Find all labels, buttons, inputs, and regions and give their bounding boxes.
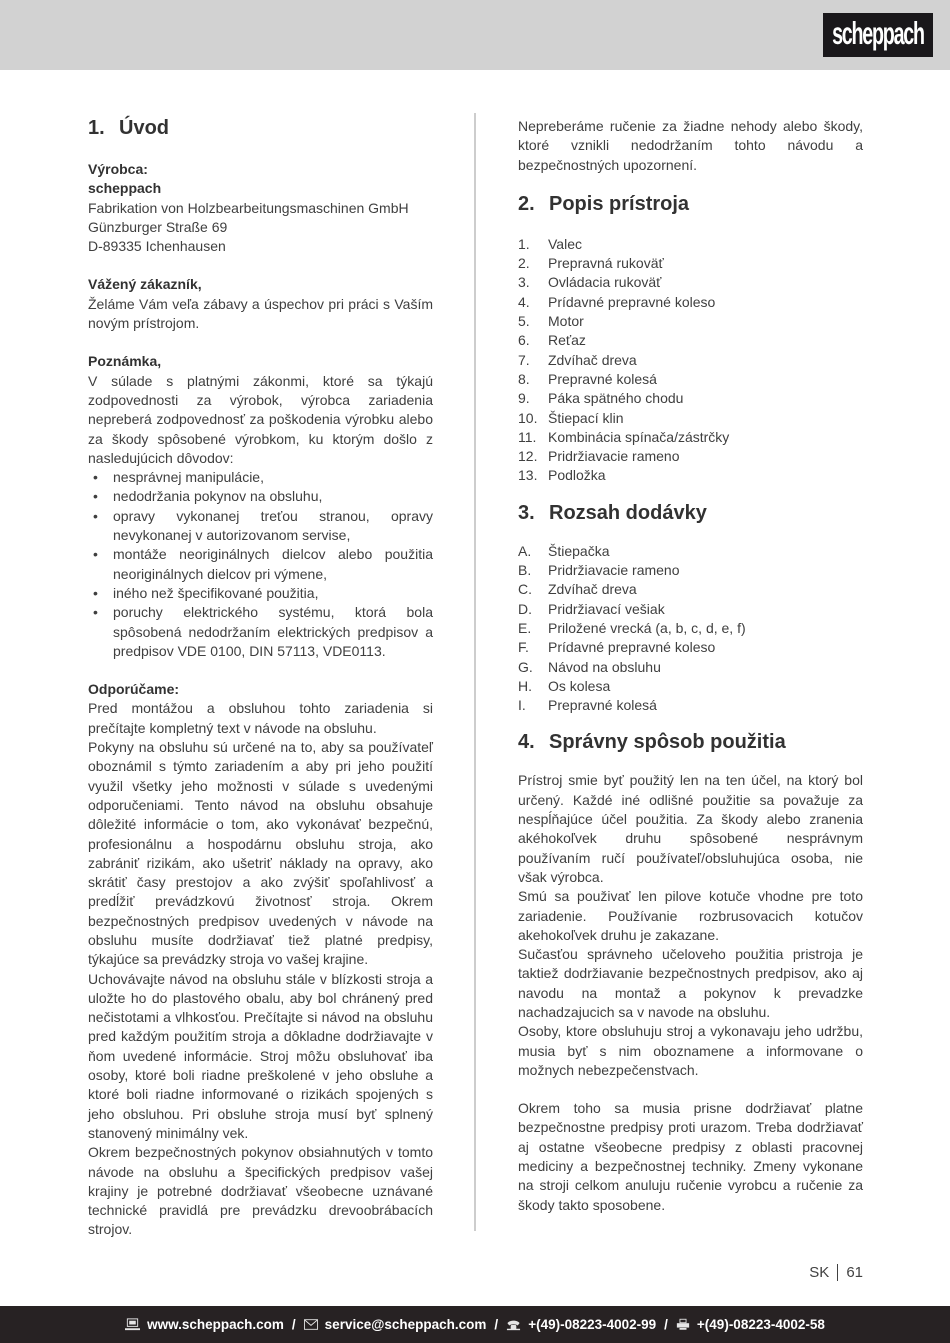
- header-band: [0, 0, 950, 70]
- list-item: [518, 696, 863, 715]
- item-text: Prídavné prepravné koleso: [548, 293, 716, 310]
- page-number-value: 61: [846, 1263, 863, 1281]
- list-item: [518, 428, 863, 447]
- manufacturer-address-line: Fabrikation von Holzbearbeitungsmaschinen GmbH: [88, 199, 409, 216]
- page-number: [518, 1261, 863, 1283]
- item-letter: E.: [518, 619, 532, 636]
- page-number-separator: [837, 1264, 838, 1281]
- item-text: Štiepačka: [548, 542, 610, 559]
- spacer: [88, 333, 433, 352]
- bullet-marker: •: [93, 584, 98, 601]
- item-number: 2.: [518, 255, 530, 272]
- item-number: 8.: [518, 370, 530, 387]
- list-item: [518, 600, 863, 619]
- column-divider: [474, 113, 476, 1231]
- manufacturer-label: Výrobca:: [88, 161, 148, 177]
- dear-customer-text: Želáme Vám veľa zábavy a úspechov pri práci s Vaším novým prístrojom.: [88, 295, 433, 332]
- item-letter: F.: [518, 639, 529, 656]
- item-text: Štiepací klin: [548, 409, 624, 426]
- list-item: [518, 409, 863, 428]
- fax-icon: [676, 1318, 690, 1331]
- section-number: 2.: [518, 192, 535, 215]
- note-intro: V súlade s platnými zákonmi, ktoré sa týkajú zodpovednosti za výrobok, výrobca zariadenia nepreberá zodpovednosť za poškodenia výrobku alebo za škody spôsobené výrobkom, ku ktorým došlo z nasledujúcich dôvodov:: [88, 372, 433, 466]
- footer-email-text: service@scheppach.com: [324, 1317, 487, 1332]
- footer-fax-text: +(49)-08223-4002-58: [696, 1317, 825, 1332]
- item-text: Prepravné kolesá: [548, 370, 657, 387]
- item-letter: B.: [518, 562, 532, 579]
- telephone-icon: [506, 1319, 521, 1331]
- list-item: [518, 312, 863, 331]
- paragraph: Pokyny na obsluhu sú určené na to, aby sa používateľ oboznámil s týmto zariadením a aby pri jeho použití využil všetky jeho možnosti v súlade s uvedenými odporučeniami. Tento návod na obsluhu obsahuje dôležité informácie o tom, ako vykonávať bezpečnú, profesionálnu a hospodárnu obsluhu stroja, ako zabrániť rizikám, ako ušetriť náklady na opravy, ako skrátiť časy prestojov a ako zvýšiť spoľahlivosť a predĺžiť prevádzkovú životnosť stroja. Okrem bezpečnostných predpisov uvedených v návode na obsluhu musíte dodržiavať tiež platné predpisy, týkajúce sa prevádzky stroja vo vašej krajine.: [88, 739, 433, 968]
- list-item: [518, 542, 863, 561]
- list-item: [88, 545, 433, 584]
- item-text: Pridržiavacie rameno: [548, 448, 680, 465]
- footer-website: [125, 1317, 284, 1332]
- section-number: 1.: [88, 117, 105, 139]
- paragraph: Okrem bezpečnostných pokynov obsiahnutých v tomto návode na obsluhu a špecifických predpisov vašej krajiny je potrebné dodržiavať všeobecne uznávané technické pravidlá pre prevádzku drevoobrábacích strojov.: [88, 1144, 433, 1238]
- item-text: Páka spätného chodu: [548, 390, 684, 407]
- spacer: [88, 661, 433, 680]
- list-item: [518, 389, 863, 408]
- paragraph: Okrem toho sa musia prisne dodržiavať platne bezpečnostne predpisy proti urazom. Treba dodržiavať aj ostatne všeobecne predpisy z oblasti pracovnej mediciny a bezpečnostnej techniky. Zmeny vykonane na stroji celkom anuluju ručenie vyrobcu a ručenie za škody takto sposobene.: [518, 1100, 863, 1213]
- bullet-text: nedodržania pokynov na obsluhu,: [113, 488, 323, 505]
- item-text: Motor: [548, 313, 584, 330]
- item-text: Pridržiavací vešiak: [548, 600, 665, 617]
- item-number: 10.: [518, 409, 538, 426]
- bullet-text: opravy vykonanej treťou stranou, opravy nevykonanej v autorizovanom servise,: [113, 507, 433, 544]
- right-column: [518, 117, 863, 1215]
- manufacturer-address-line: Günzburger Straße 69: [88, 218, 228, 235]
- section-title: Popis prístroja: [549, 192, 690, 215]
- item-text: Prídavné prepravné koleso: [548, 639, 716, 656]
- list-item: [518, 466, 863, 485]
- footer-fax: [676, 1317, 825, 1332]
- item-number: 7.: [518, 351, 530, 368]
- list-item: [518, 638, 863, 657]
- item-text: Návod na obsluhu: [548, 658, 661, 675]
- bullet-text: montáže neoriginálnych dielcov alebo použitia neoriginálnych dielcov pri výmene,: [113, 546, 433, 582]
- page-language-code: SK: [809, 1263, 830, 1281]
- paragraph: Uchovávajte návod na obsluhu stále v blízkosti stroja a uložte ho do plastového obalu, aby bol chránený pred nečistotami a vlhkosťou. Prečítajte si návod na obsluhu pred každým použitím stroja a dôkladne dodržiavajte v ňom uvedené informácie. Stroj môžu obsluhovať iba osoby, ktoré boli riadne preškolené v jeho obsluhe a ktoré boli riadne informované o rizikách spojených s jeho obsluhou. Pri obsluhe stroja musí byť splnený stanovený minimálny vek.: [88, 970, 433, 1141]
- footer-email: [304, 1317, 487, 1332]
- item-letter: C.: [518, 581, 532, 598]
- footer-phone: [506, 1317, 656, 1332]
- list-item: [518, 254, 863, 273]
- item-letter: H.: [518, 677, 532, 694]
- item-number: 5.: [518, 313, 530, 330]
- recommend-label: Odporúčame:: [88, 681, 180, 698]
- bullet-marker: •: [93, 488, 98, 505]
- list-item: [518, 235, 863, 254]
- list-item: [88, 603, 433, 661]
- list-item: [518, 619, 863, 638]
- list-item: [518, 293, 863, 312]
- paragraph: Osoby, ktore obsluhuju stroj a vykonavaju jeho udržbu, musia byť s nim oboznamene a informovane o možnych nebezpečenstvach.: [518, 1023, 863, 1078]
- item-number: 6.: [518, 332, 530, 349]
- item-text: Prepravná rukoväť: [548, 255, 664, 272]
- item-text: Valec: [548, 235, 582, 252]
- bullet-text: poruchy elektrického systému, ktorá bola spôsobená nedodržaním elektrických predpisov a predpisov VDE 0100, DIN 57113, VDE0113.: [113, 604, 433, 659]
- scheppach-logo: [823, 13, 933, 57]
- section-heading-2: [518, 193, 863, 216]
- section-number: 4.: [518, 731, 535, 754]
- envelope-icon: [304, 1319, 318, 1330]
- section-title: Rozsah dodávky: [549, 501, 707, 524]
- list-item: [518, 273, 863, 292]
- bullet-text: nesprávnej manipulácie,: [113, 469, 264, 486]
- footer-phone-text: +(49)-08223-4002-99: [528, 1317, 657, 1332]
- paragraph: Sučasťou správneho učeloveho použitia pristroja je taktiež dodržiavanie bezpečnostnych predpisov, ako aj navodu na montaž a pokynov k prevadzke nachadzajucich sa v navode na obsluhu.: [518, 946, 863, 1020]
- list-item: [518, 331, 863, 350]
- item-number: 3.: [518, 274, 530, 291]
- intro-paragraph: Nepreberáme ručenie za žiadne nehody alebo škody, ktoré vznikli nedodržaním tohto návodu a bezpečnostných upozornení.: [518, 118, 863, 173]
- item-text: Zdvíhač dreva: [548, 581, 637, 598]
- list-item: [88, 487, 433, 506]
- spacer: [88, 256, 433, 275]
- section-heading-4: [518, 731, 863, 754]
- bullet-marker: •: [93, 604, 98, 621]
- manufacturer-name: scheppach: [88, 180, 162, 197]
- list-item: [518, 658, 863, 677]
- left-column: [88, 117, 433, 1240]
- item-number: 13.: [518, 467, 538, 484]
- section-title: Úvod: [119, 117, 169, 139]
- footer-separator: /: [664, 1317, 668, 1332]
- list-item: [518, 580, 863, 599]
- scheppach-logo-text: scheppach: [832, 16, 924, 52]
- list-item: [518, 447, 863, 466]
- bullet-marker: •: [93, 469, 98, 486]
- footer-website-text: www.scheppach.com: [147, 1317, 284, 1332]
- computer-icon: [125, 1318, 140, 1331]
- item-text: Pridržiavacie rameno: [548, 562, 680, 579]
- item-text: Ovládacia rukoväť: [548, 274, 662, 291]
- item-text: Prepravné kolesá: [548, 697, 657, 714]
- item-letter: G.: [518, 658, 533, 675]
- note-label: Poznámka,: [88, 353, 162, 370]
- paragraph: Pred montážou a obsluhou tohto zariadenia si prečítajte kompletný text v návode na obsluhu.: [88, 700, 433, 736]
- item-text: Reťaz: [548, 332, 586, 349]
- item-text: Kombinácia spínača/zástrčky: [548, 428, 730, 445]
- footer-separator: /: [494, 1317, 499, 1332]
- item-text: Podložka: [548, 467, 606, 484]
- item-letter: I.: [518, 697, 526, 714]
- section-title: Správny spôsob použitia: [549, 731, 786, 754]
- list-item: [88, 584, 433, 603]
- item-text: Zdvíhač dreva: [548, 351, 637, 368]
- item-text: Os kolesa: [548, 677, 611, 694]
- spacer: [518, 1080, 863, 1099]
- item-letter: D.: [518, 600, 532, 617]
- manufacturer-address-line: D-89335 Ichenhausen: [88, 238, 226, 255]
- section-heading-1: [88, 117, 433, 140]
- bullet-marker: •: [93, 546, 98, 563]
- section-heading-3: [518, 502, 863, 525]
- list-item: [88, 468, 433, 487]
- list-item: [518, 370, 863, 389]
- footer-separator: /: [291, 1317, 296, 1332]
- paragraph: Smú sa použivať len pilove kotuče vhodne pre toto zariadenie. Používanie rozbrusovacich kotučov akehokoľvek druhu je zakazane.: [518, 888, 863, 943]
- section-number: 3.: [518, 501, 535, 524]
- bullet-text: iného než špecifikované použitia,: [113, 584, 319, 601]
- item-number: 1.: [518, 235, 530, 252]
- item-number: 12.: [518, 448, 538, 465]
- item-letter: A.: [518, 542, 532, 559]
- bullet-marker: •: [93, 507, 98, 524]
- list-item: [518, 351, 863, 370]
- list-item: [88, 507, 433, 546]
- dear-customer-label: Vážený zákazník,: [88, 276, 202, 293]
- list-item: [518, 561, 863, 580]
- list-item: [518, 677, 863, 696]
- item-number: 11.: [518, 428, 537, 445]
- item-number: 4.: [518, 293, 530, 310]
- paragraph: Prístroj smie byť použitý len na ten účel, na ktorý bol určený. Každé iné odlišné použitie sa považuje za nespĺňajúce účel použitia. Za škody alebo zranenia akéhokoľvek druhu spôsobené nesprávnym používaním ručí používateľ/obsluhujúca osoba, nie však výrobca.: [518, 772, 863, 885]
- item-text: Priložené vrecká (a, b, c, d, e, f): [548, 619, 746, 636]
- item-number: 9.: [518, 390, 530, 407]
- footer-contact-bar: [0, 1306, 950, 1343]
